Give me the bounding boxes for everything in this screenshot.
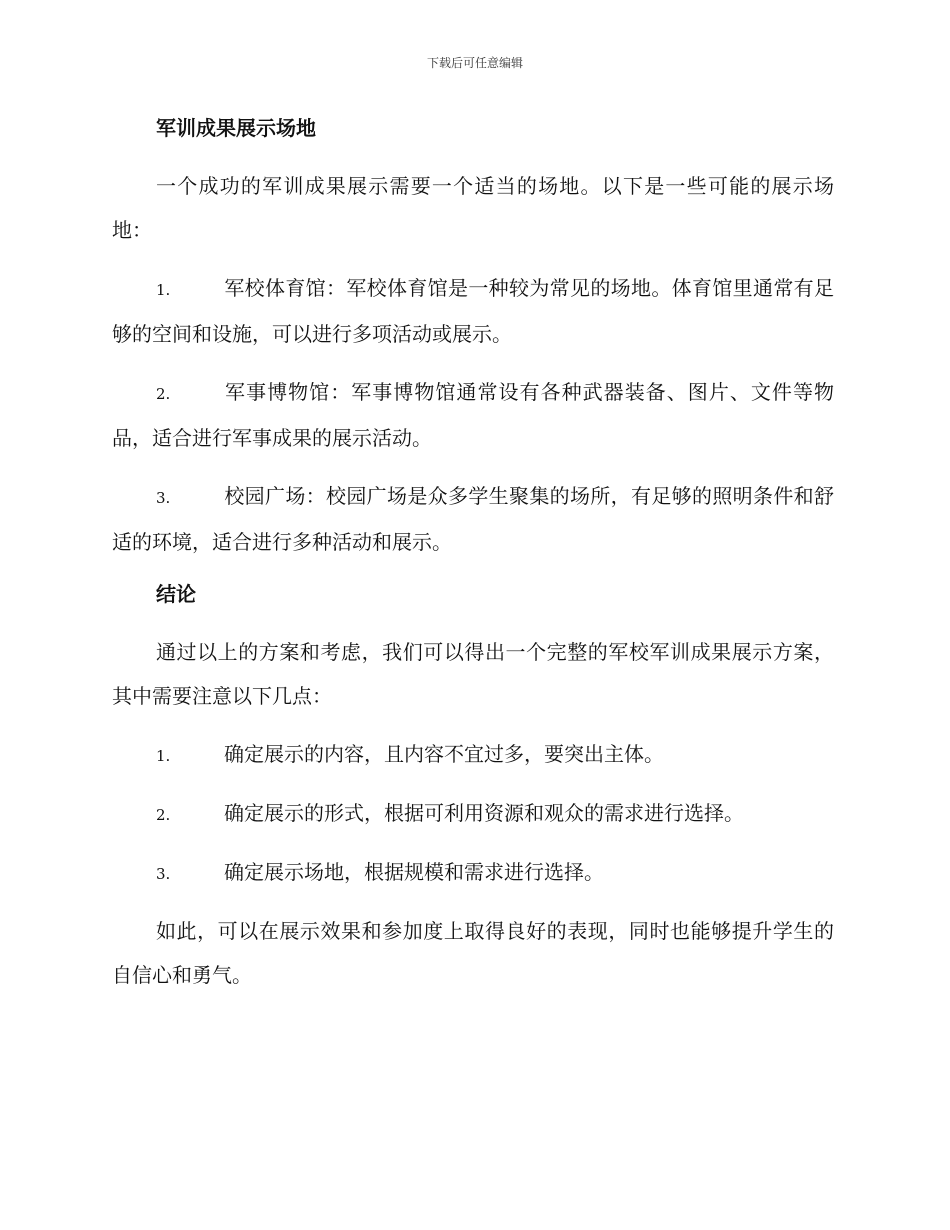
document-body [112, 112, 834, 1011]
conclusion-intro-paragraph: 通过以上的方案和考虑，我们可以得出一个完整的军校军训成果展示方案，其中需要注意以下几点： [112, 640, 834, 708]
section-heading-venues: 军训成果展示场地 [156, 116, 316, 140]
list-item-text: 校园广场：校园广场是众多学生聚集的场所，有足够的照明条件和舒适的环境，适合进行多种活动和展示。 [112, 484, 834, 554]
section-heading-conclusion: 结论 [156, 582, 196, 606]
list-item [112, 474, 834, 564]
venues-intro-paragraph: 一个成功的军训成果展示需要一个适当的场地。以下是一些可能的展示场地： [112, 174, 834, 242]
list-item [112, 850, 834, 896]
list-item [112, 791, 834, 837]
list-item-number: 2. [156, 385, 171, 403]
list-item [112, 266, 834, 356]
list-item-number: 1. [156, 747, 171, 765]
closing-paragraph: 如此，可以在展示效果和参加度上取得良好的表现，同时也能够提升学生的自信心和勇气。 [112, 919, 834, 987]
list-item-text: 军校体育馆：军校体育馆是一种较为常见的场地。体育馆里通常有足够的空间和设施，可以进行多项活动或展示。 [112, 276, 834, 346]
list-item-number: 2. [156, 806, 171, 824]
page-header: 下载后可任意编辑 [426, 56, 523, 70]
list-item [112, 732, 834, 778]
list-item-number: 1. [156, 281, 171, 299]
list-item-text: 确定展示的形式，根据可利用资源和观众的需求进行选择。 [224, 801, 744, 825]
list-item-text: 确定展示场地，根据规模和需求进行选择。 [224, 860, 604, 884]
list-item-text: 确定展示的内容，且内容不宜过多，要突出主体。 [224, 742, 664, 766]
list-item-number: 3. [156, 489, 171, 507]
list-item-number: 3. [156, 865, 171, 883]
list-item [112, 370, 834, 460]
list-item-text: 军事博物馆：军事博物馆通常设有各种武器装备、图片、文件等物品，适合进行军事成果的展示活动。 [112, 380, 834, 450]
